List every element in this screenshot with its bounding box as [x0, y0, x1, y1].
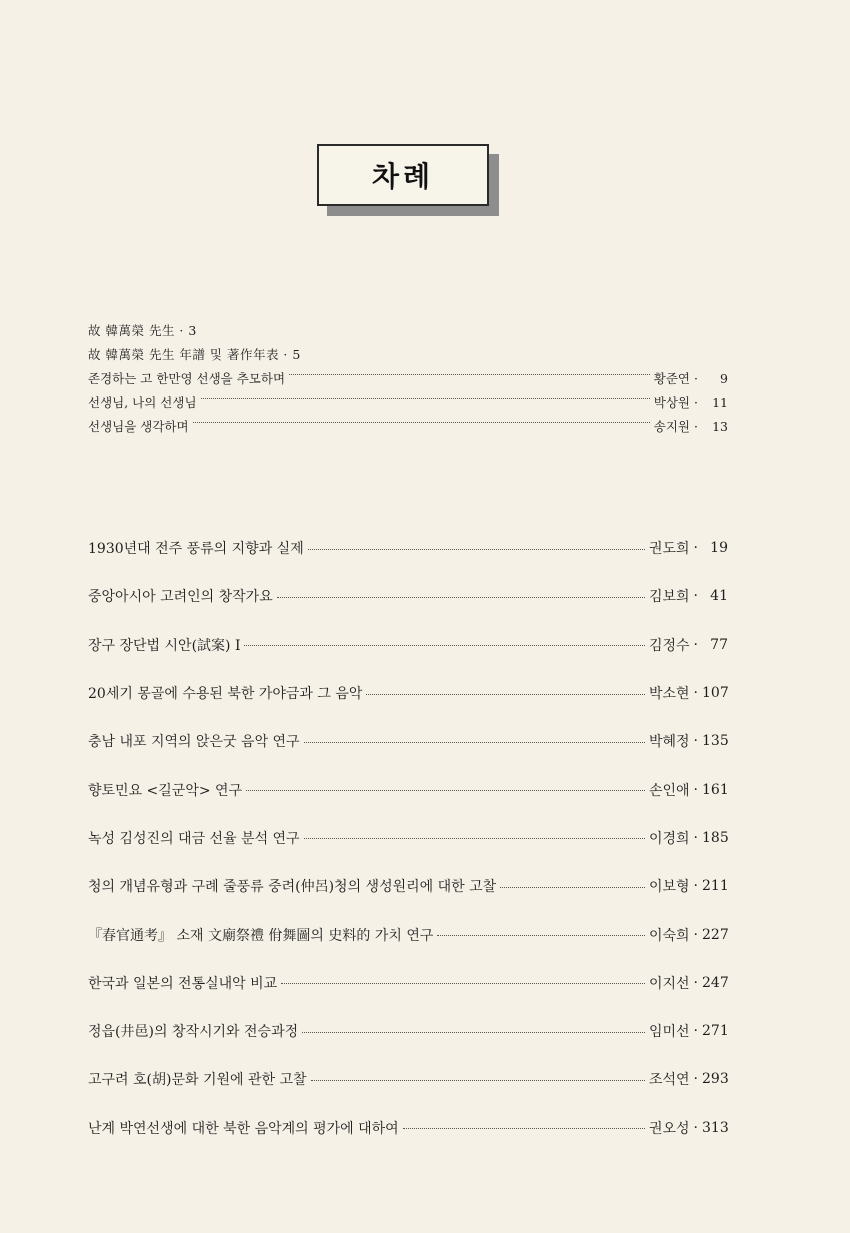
entry-title: 선생님, 나의 선생님 — [88, 395, 197, 410]
entry-author: 권오성 — [648, 1120, 690, 1137]
dot-leader — [311, 1080, 645, 1081]
separator-dot: · — [693, 1119, 698, 1136]
dot-leader — [304, 742, 645, 743]
dot-leader — [246, 790, 645, 791]
entry-page: 185 — [702, 829, 729, 846]
toc-entry[interactable] — [88, 910, 728, 958]
separator-dot: · — [693, 781, 698, 798]
entry-author: 조석연 — [648, 1072, 690, 1089]
separator-dot: · — [693, 878, 698, 895]
entry-page: 107 — [702, 685, 729, 702]
entry-page: 313 — [702, 1119, 729, 1136]
front-item-text: 故 韓萬榮 先生 · 3 — [88, 323, 197, 338]
entry-page: 19 — [710, 540, 728, 557]
entry-page: 41 — [710, 588, 728, 605]
title-box-frame — [317, 144, 489, 206]
front-toc-entry[interactable] — [88, 366, 728, 390]
entry-author: 박혜정 — [648, 734, 690, 751]
entry-page: 9 — [720, 370, 728, 386]
entry-author: 박소현 — [648, 686, 690, 703]
separator-dot: · — [694, 394, 698, 410]
dot-leader — [193, 422, 650, 423]
separator-dot: · — [693, 733, 698, 750]
article-list — [88, 524, 728, 1152]
entry-author: 김보희 — [648, 589, 690, 606]
entry-title: 존경하는 고 한만영 선생을 추모하며 — [88, 371, 286, 386]
entry-page: 227 — [702, 926, 729, 943]
entry-page: 161 — [702, 781, 729, 798]
dot-leader — [277, 597, 645, 598]
separator-dot: · — [693, 588, 698, 605]
separator-dot: · — [693, 974, 698, 991]
front-item — [88, 342, 733, 366]
entry-author: 이숙희 — [648, 927, 690, 944]
entry-page: 247 — [702, 974, 729, 991]
entry-author: 황준연 — [653, 371, 691, 386]
entry-page: 13 — [712, 418, 728, 434]
separator-dot: · — [693, 540, 698, 557]
dot-leader — [500, 887, 645, 888]
entry-author: 이경희 — [648, 830, 690, 847]
entry-title: 『春官通考』 소재 文廟祭禮 佾舞圖의 史料的 가치 연구 — [88, 927, 434, 944]
separator-dot: · — [694, 370, 698, 386]
dot-leader — [403, 1128, 645, 1129]
entry-title: 난계 박연선생에 대한 북한 음악계의 평가에 대하여 — [88, 1120, 399, 1137]
front-matter — [88, 318, 733, 438]
separator-dot: · — [693, 685, 698, 702]
toc-entry[interactable] — [88, 524, 728, 572]
toc-entry[interactable] — [88, 717, 728, 765]
separator-dot: · — [693, 1023, 698, 1040]
entry-author: 박상원 — [653, 395, 691, 410]
entry-title: 고구려 호(胡)문화 기원에 관한 고찰 — [88, 1072, 307, 1089]
dot-leader — [244, 645, 644, 646]
entry-author: 송지원 — [653, 419, 691, 434]
dot-leader — [437, 935, 645, 936]
entry-page: 77 — [710, 636, 728, 653]
entry-title: 충남 내포 지역의 앉은굿 음악 연구 — [88, 734, 300, 751]
separator-dot: · — [693, 926, 698, 943]
entry-author: 김정수 — [648, 637, 690, 654]
dot-leader — [281, 983, 645, 984]
separator-dot: · — [693, 636, 698, 653]
entry-title: 한국과 일본의 전통실내악 비교 — [88, 975, 278, 992]
toc-entry[interactable] — [88, 959, 728, 1007]
entry-title: 청의 개념유형과 구례 줄풍류 중려(仲呂)청의 생성원리에 대한 고찰 — [88, 879, 497, 896]
dot-leader — [302, 1032, 645, 1033]
entry-title: 장구 장단법 시안(試案) I — [88, 637, 241, 654]
entry-title: 1930년대 전주 풍류의 지향과 실제 — [88, 541, 304, 558]
front-toc-entry[interactable] — [88, 414, 728, 438]
toc-entry[interactable] — [88, 862, 728, 910]
entry-author: 권도희 — [648, 541, 690, 558]
entry-title: 향토민요 <길군악> 연구 — [88, 782, 243, 799]
dot-leader — [366, 694, 645, 695]
front-item — [88, 318, 733, 342]
separator-dot: · — [693, 1071, 698, 1088]
toc-entry[interactable] — [88, 1007, 728, 1055]
entry-author: 이보형 — [648, 879, 690, 896]
entry-page: 271 — [702, 1023, 729, 1040]
toc-entry[interactable] — [88, 1104, 728, 1152]
toc-entry[interactable] — [88, 669, 728, 717]
toc-entry[interactable] — [88, 621, 728, 669]
entry-author: 임미선 — [648, 1024, 690, 1041]
entry-page: 293 — [702, 1071, 729, 1088]
entry-author: 손인애 — [648, 782, 690, 799]
entry-page: 211 — [702, 878, 729, 895]
toc-entry[interactable] — [88, 814, 728, 862]
entry-title: 선생님을 생각하며 — [88, 419, 189, 434]
entry-title: 20세기 몽골에 수용된 북한 가야금과 그 음악 — [88, 686, 363, 703]
separator-dot: · — [693, 829, 698, 846]
entry-author: 이지선 — [648, 975, 690, 992]
toc-entry[interactable] — [88, 572, 728, 620]
dot-leader — [201, 398, 650, 399]
title-box — [317, 144, 489, 206]
front-item-text: 故 韓萬榮 先生 年譜 및 著作年表 · 5 — [88, 347, 301, 362]
separator-dot: · — [694, 418, 698, 434]
toc-entry[interactable] — [88, 1055, 728, 1103]
dot-leader — [308, 549, 645, 550]
dot-leader — [289, 374, 650, 375]
entry-title: 녹성 김성진의 대금 선율 분석 연구 — [88, 830, 300, 847]
dot-leader — [304, 838, 645, 839]
entry-title: 중앙아시아 고려인의 창작가요 — [88, 589, 273, 606]
front-toc-entry[interactable] — [88, 390, 728, 414]
page-title: 차례 — [371, 160, 435, 193]
entry-page: 135 — [702, 733, 729, 750]
toc-entry[interactable] — [88, 765, 728, 813]
entry-page: 11 — [712, 394, 728, 410]
entry-title: 정읍(井邑)의 창작시기와 전승과정 — [88, 1024, 299, 1041]
